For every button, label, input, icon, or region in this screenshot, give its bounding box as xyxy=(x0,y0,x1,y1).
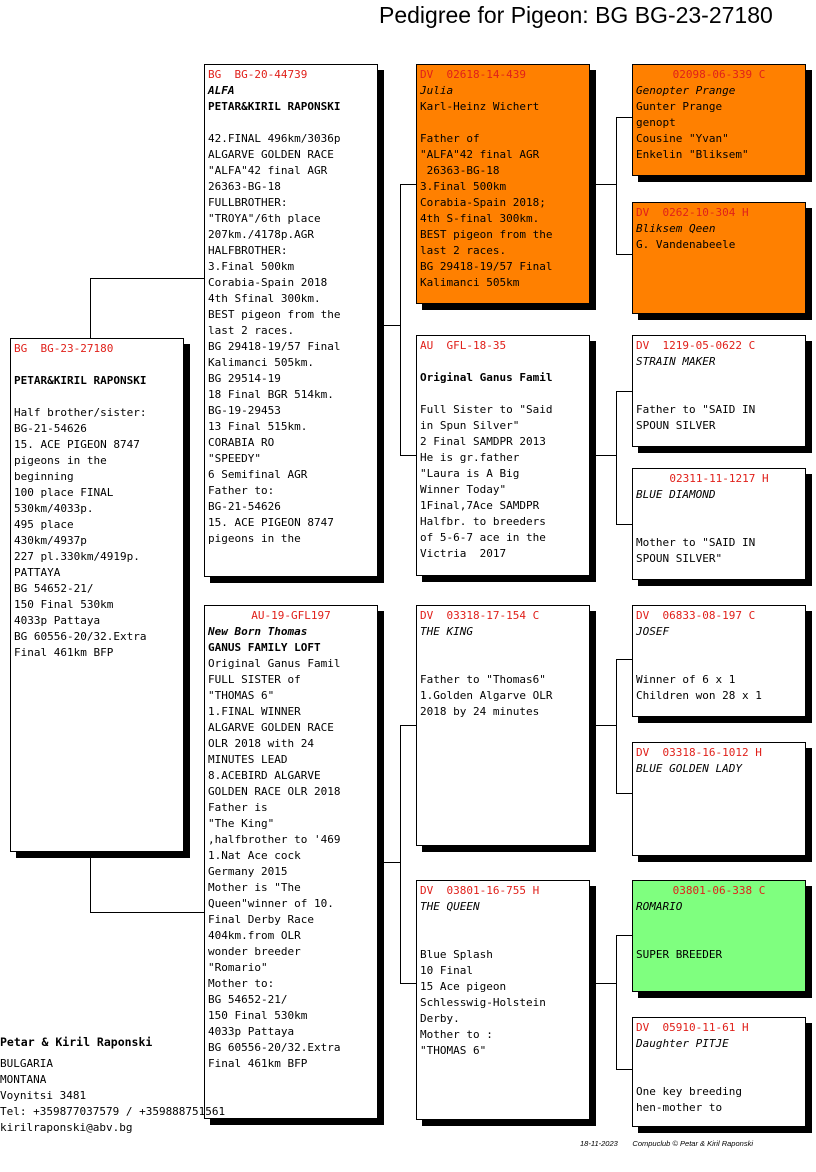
owner-email: kirilraponski@abv.bg xyxy=(0,1121,133,1134)
note-line: BEST pigeon from the xyxy=(208,308,341,321)
ring-number: DV 02618-14-439 xyxy=(420,68,526,81)
connector-line xyxy=(616,391,632,392)
note-line: 3.Final 500km xyxy=(420,180,507,193)
note-line: "Romario" xyxy=(208,961,268,974)
note-line: 2 Final SAMDPR 2013 xyxy=(420,435,546,448)
note-line: One key breeding xyxy=(636,1085,742,1098)
note-line: 15. ACE PIGEON 8747 xyxy=(14,438,140,451)
ring-number: 03801-06-338 C xyxy=(672,884,766,897)
breeder-name: PETAR&KIRIL RAPONSKI xyxy=(208,100,341,113)
note-line: 3.Final 500km xyxy=(208,260,295,273)
note-line: 1Final,7Ace SAMDPR xyxy=(420,499,540,512)
breeder-name: Original Ganus Famil xyxy=(420,371,553,384)
note-line: Mother is "The xyxy=(208,881,301,894)
note-line: SPOUN SILVER" xyxy=(636,552,723,565)
note-line: "ALFA"42 final AGR xyxy=(208,164,328,177)
connector-line xyxy=(616,1069,632,1070)
paternal-grandfather-card[interactable] xyxy=(416,64,590,304)
note-line: SPOUN SILVER xyxy=(636,419,716,432)
note-line xyxy=(636,370,802,386)
note-line: 26363-BG-18 xyxy=(208,180,281,193)
note-line: 1.Golden Algarve OLR xyxy=(420,689,553,702)
note-line: Children won 28 x 1 xyxy=(636,689,762,702)
paternal-grandmother-card[interactable] xyxy=(416,335,590,576)
note-line: FULLBROTHER: xyxy=(208,196,288,209)
connector-line xyxy=(616,117,617,254)
pigeon-name: BLUE GOLDEN LADY xyxy=(636,762,742,775)
ring-number: 02098-06-339 C xyxy=(672,68,766,81)
note-line: Germany 2015 xyxy=(208,865,288,878)
footer xyxy=(580,1139,753,1148)
note-line: 42.FINAL 496km/3036p xyxy=(208,132,341,145)
note-line: ALGARVE GOLDEN RACE xyxy=(208,721,334,734)
print-date: 18-11-2023 xyxy=(580,1139,618,1148)
ring-number: DV 05910-11-61 H xyxy=(636,1021,749,1034)
note-line: "TROYA"/6th place xyxy=(208,212,321,225)
note-line: 15. ACE PIGEON 8747 xyxy=(208,516,334,529)
note-line: 430km/4937p xyxy=(14,534,87,547)
note-line: BEST pigeon from the xyxy=(420,228,553,241)
note-line xyxy=(420,915,586,931)
note-line: Victria 2017 xyxy=(420,547,507,560)
owner-name: Petar & Kiril Raponski xyxy=(0,1035,153,1049)
mother-pigeon-card[interactable] xyxy=(204,605,378,1119)
note-line xyxy=(636,1052,802,1068)
great-grandparent-card[interactable] xyxy=(632,1017,806,1127)
note-line: 4033p Pattaya xyxy=(14,614,101,627)
breeder-name: G. Vandenabeele xyxy=(636,238,736,251)
note-line: 13 Final 515km. xyxy=(208,420,308,433)
pigeon-name: ALFA xyxy=(208,84,235,97)
note-line: Corabia-Spain 2018; xyxy=(420,196,546,209)
connector-line xyxy=(616,524,632,525)
note-line: 26363-BG-18 xyxy=(420,164,500,177)
note-line xyxy=(636,656,802,672)
note-line: 4033p Pattaya xyxy=(208,1025,295,1038)
connector-line xyxy=(90,278,204,279)
note-line: Half brother/sister: xyxy=(14,406,147,419)
great-grandparent-card[interactable] xyxy=(632,605,806,717)
connector-line xyxy=(616,935,617,1069)
note-line: 2018 by 24 minutes xyxy=(420,705,540,718)
connector-line xyxy=(616,935,632,936)
pigeon-name: Bliksem Qeen xyxy=(636,222,716,235)
maternal-grandfather-card[interactable] xyxy=(416,605,590,846)
note-line: BG-19-29453 xyxy=(208,404,281,417)
note-line: "ALFA"42 final AGR xyxy=(420,148,540,161)
note-line: Father to "Thomas6" xyxy=(420,673,546,686)
note-line: Mother to "SAID IN xyxy=(636,536,756,549)
note-line: of 5-6-7 ace in the xyxy=(420,531,546,544)
connector-line xyxy=(616,659,617,793)
note-line: pigeons in the xyxy=(208,532,301,545)
note-line: OLR 2018 with 24 xyxy=(208,737,314,750)
note-line xyxy=(420,640,586,656)
note-line: 10 Final xyxy=(420,964,473,977)
note-line: Father is xyxy=(208,801,268,814)
connector-line xyxy=(596,983,616,984)
note-line xyxy=(420,386,586,402)
note-line: in Spun Silver" xyxy=(420,419,520,432)
note-line: 207km./4178p.AGR xyxy=(208,228,314,241)
note-line: 15 Ace pigeon xyxy=(420,980,507,993)
note-line: HALFBROTHER: xyxy=(208,244,288,257)
connector-line xyxy=(382,862,400,863)
owner-region: MONTANA xyxy=(0,1073,47,1086)
ring-number: BG BG-20-44739 xyxy=(208,68,308,81)
pigeon-name: Genopter Prange xyxy=(636,84,736,97)
owner-contact-block xyxy=(0,1034,225,1136)
owner-address: Voynitsi 3481 xyxy=(0,1089,87,1102)
note-line: Cousine "Yvan" xyxy=(636,132,729,145)
note-line xyxy=(420,354,586,370)
note-line: last 2 races. xyxy=(208,324,295,337)
breeder-name: PETAR&KIRIL RAPONSKI xyxy=(14,374,147,387)
great-grandparent-card[interactable] xyxy=(632,880,806,992)
ring-number: AU GFL-18-35 xyxy=(420,339,507,352)
note-line: "THOMAS 6" xyxy=(420,1044,487,1057)
note-line: beginning xyxy=(14,470,74,483)
note-line: 150 Final 530km xyxy=(208,1009,308,1022)
pigeon-name: ROMARIO xyxy=(636,900,683,913)
note-line: BG 60556-20/32.Extra xyxy=(14,630,147,643)
pigeon-name: New Born Thomas xyxy=(208,625,308,638)
owner-phone: Tel: +359877037579 / +359888751561 xyxy=(0,1105,226,1118)
note-line: pigeons in the xyxy=(14,454,107,467)
note-line: Corabia-Spain 2018 xyxy=(208,276,328,289)
note-line: ,halfbrother to '469 xyxy=(208,833,341,846)
pigeon-name: JOSEF xyxy=(636,625,670,638)
note-line: Kalimanci 505km. xyxy=(208,356,314,369)
note-line: Winner Today" xyxy=(420,483,507,496)
note-line: BG 29418-19/57 Final xyxy=(208,340,341,353)
note-line: "The King" xyxy=(208,817,275,830)
note-line: Original Ganus Famil xyxy=(208,657,341,670)
note-line: BG-21-54626 xyxy=(14,422,87,435)
ring-number: DV 06833-08-197 C xyxy=(636,609,756,622)
note-line xyxy=(636,503,802,519)
note-line: hen-mother to xyxy=(636,1101,723,1114)
note-line xyxy=(208,115,374,131)
ring-number: DV 0262-10-304 H xyxy=(636,206,749,219)
great-grandparent-card[interactable] xyxy=(632,202,806,314)
connector-line xyxy=(596,725,616,726)
note-line: Final 461km BFP xyxy=(208,1057,308,1070)
note-line: BG 54652-21/ xyxy=(14,582,94,595)
copyright: Compuclub © Petar & Kiril Raponski xyxy=(632,1139,753,1148)
note-line: 404km.from OLR xyxy=(208,929,301,942)
pigeon-name: Daughter PITJE xyxy=(636,1037,729,1050)
note-line: SUPER BREEDER xyxy=(636,948,723,961)
pigeon-name: THE KING xyxy=(420,625,473,638)
great-grandparent-card[interactable] xyxy=(632,64,806,176)
maternal-grandmother-card[interactable] xyxy=(416,880,590,1120)
connector-line xyxy=(596,455,616,456)
note-line: 227 pl.330km/4919p. xyxy=(14,550,140,563)
note-line: "SPEEDY" xyxy=(208,452,261,465)
note-line: 4th S-final 300km. xyxy=(420,212,540,225)
great-grandparent-card[interactable] xyxy=(632,335,806,447)
note-line: PATTAYA xyxy=(14,566,61,579)
note-line: BG 29514-19 xyxy=(208,372,281,385)
note-line: 8.ACEBIRD ALGARVE xyxy=(208,769,321,782)
note-line: Final Derby Race xyxy=(208,913,314,926)
note-line: Schlesswig-Holstein xyxy=(420,996,546,1009)
connector-line xyxy=(90,852,91,912)
note-line: 495 place xyxy=(14,518,74,531)
note-line: genopt xyxy=(636,116,676,129)
note-line xyxy=(14,389,180,405)
note-line: BG 60556-20/32.Extra xyxy=(208,1041,341,1054)
note-line xyxy=(636,931,802,947)
note-line: 530km/4033p. xyxy=(14,502,94,515)
breeder-name: Gunter Prange xyxy=(636,100,723,113)
note-line xyxy=(636,519,802,535)
note-line xyxy=(420,115,586,131)
connector-line xyxy=(596,184,616,185)
connector-line xyxy=(400,983,416,984)
note-line: Queen"winner of 10. xyxy=(208,897,334,910)
connector-line xyxy=(400,184,416,185)
note-line: Halfbr. to breeders xyxy=(420,515,546,528)
connector-line xyxy=(400,455,416,456)
note-line xyxy=(636,386,802,402)
note-line: Blue Splash xyxy=(420,948,493,961)
note-line: BG 29418-19/57 Final xyxy=(420,260,553,273)
great-grandparent-card[interactable] xyxy=(632,742,806,856)
ring-number: DV 03318-16-1012 H xyxy=(636,746,762,759)
note-line: last 2 races. xyxy=(420,244,507,257)
connector-line xyxy=(616,391,617,524)
note-line: BG-21-54626 xyxy=(208,500,281,513)
ring-number: 02311-11-1217 H xyxy=(669,472,769,485)
note-line: "Laura is A Big xyxy=(420,467,520,480)
note-line: CORABIA RO xyxy=(208,436,275,449)
note-line: 6 Semifinal AGR xyxy=(208,468,308,481)
note-line: FULL SISTER of xyxy=(208,673,301,686)
connector-line xyxy=(90,912,204,913)
note-line: 1.Nat Ace cock xyxy=(208,849,301,862)
owner-country: BULGARIA xyxy=(0,1057,53,1070)
ring-number: BG BG-23-27180 xyxy=(14,342,114,355)
page-title: Pedigree for Pigeon: BG BG-23-27180 xyxy=(379,2,773,28)
ring-number: DV 1219-05-0622 C xyxy=(636,339,756,352)
father-pigeon-card[interactable] xyxy=(204,64,378,577)
note-line: 18 Final BGR 514km. xyxy=(208,388,334,401)
pigeon-name: THE QUEEN xyxy=(420,900,480,913)
ring-number: DV 03318-17-154 C xyxy=(420,609,540,622)
note-line xyxy=(636,915,802,931)
pigeon-name: STRAIN MAKER xyxy=(636,355,716,368)
note-line: Full Sister to "Said xyxy=(420,403,553,416)
connector-line xyxy=(400,184,401,455)
note-line: Father of xyxy=(420,132,480,145)
note-line: Final 461km BFP xyxy=(14,646,114,659)
note-line xyxy=(420,931,586,947)
note-line: 1.FINAL WINNER xyxy=(208,705,301,718)
note-line: ALGARVE GOLDEN RACE xyxy=(208,148,334,161)
connector-line xyxy=(382,325,400,326)
note-line: wonder breeder xyxy=(208,945,301,958)
note-line: Father to: xyxy=(208,484,275,497)
note-line xyxy=(420,656,586,672)
note-line xyxy=(636,1068,802,1084)
connector-line xyxy=(616,659,632,660)
note-line: 100 place FINAL xyxy=(14,486,114,499)
note-line: Enkelin "Bliksem" xyxy=(636,148,749,161)
note-line: Father to "SAID IN xyxy=(636,403,756,416)
ring-number: DV 03801-16-755 H xyxy=(420,884,540,897)
note-line: Kalimanci 505km xyxy=(420,276,520,289)
note-line: Derby. xyxy=(420,1012,460,1025)
connector-line xyxy=(400,725,401,983)
connector-line xyxy=(616,254,632,255)
note-line: Mother to : xyxy=(420,1028,493,1041)
note-line: BG 54652-21/ xyxy=(208,993,288,1006)
pigeon-name: BLUE DIAMOND xyxy=(636,488,716,501)
note-line: GOLDEN RACE OLR 2018 xyxy=(208,785,341,798)
subject-pigeon-card[interactable] xyxy=(10,338,184,852)
connector-line xyxy=(616,793,632,794)
breeder-name: Karl-Heinz Wichert xyxy=(420,100,540,113)
note-line: 4th Sfinal 300km. xyxy=(208,292,321,305)
breeder-name: GANUS FAMILY LOFT xyxy=(208,641,321,654)
connector-line xyxy=(616,117,632,118)
note-line: "THOMAS 6" xyxy=(208,689,275,702)
note-line xyxy=(636,640,802,656)
note-line: MINUTES LEAD xyxy=(208,753,288,766)
great-grandparent-card[interactable] xyxy=(632,468,806,580)
note-line: Mother to: xyxy=(208,977,275,990)
connector-line xyxy=(400,725,416,726)
pigeon-name: Julia xyxy=(420,84,454,97)
note-line: He is gr.father xyxy=(420,451,520,464)
connector-line xyxy=(90,278,91,340)
note-line: 150 Final 530km xyxy=(14,598,114,611)
note-line: Winner of 6 x 1 xyxy=(636,673,736,686)
ring-number: AU-19-GFL197 xyxy=(251,609,331,622)
